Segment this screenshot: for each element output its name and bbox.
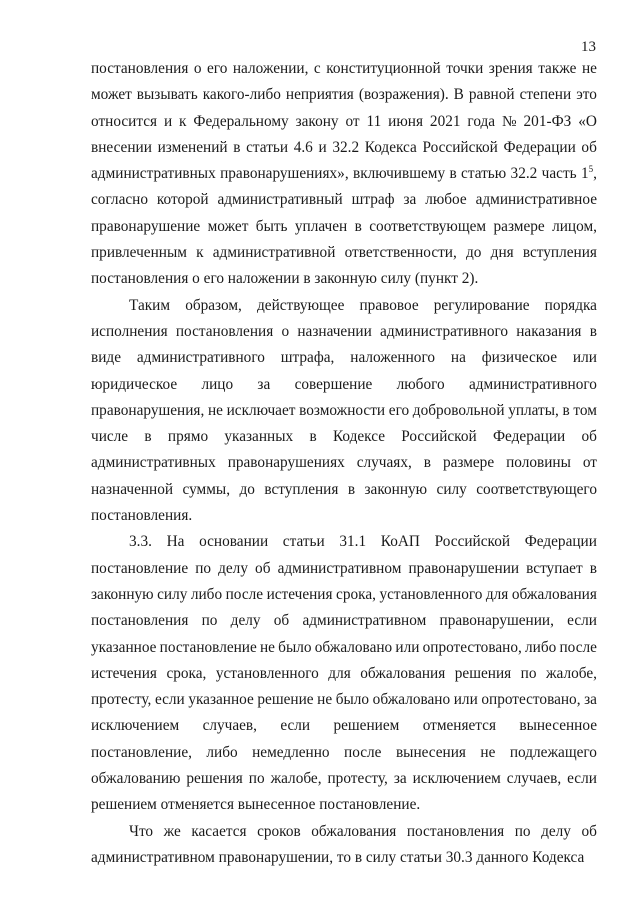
text-line: постановления о его наложении в законную силу (пункт 2). (91, 270, 479, 288)
superscript-punctuation: , (593, 165, 597, 183)
text-line: постановления. (91, 507, 193, 525)
text-line: согласно которой административный штраф за любое административное (91, 191, 597, 209)
paragraph (91, 56, 597, 293)
page-number: 13 (581, 39, 596, 55)
text-line: решением отменяется вынесенное постановление. (91, 796, 421, 814)
paragraph (91, 293, 597, 530)
document-body (91, 56, 597, 871)
text-line: числе в прямо указанных в Кодексе Российской Федерации об (91, 428, 597, 446)
text-line: может вызывать какого-либо неприятия (возражения). В равной степени это (91, 86, 597, 104)
footnote-superscript: 5 (588, 164, 594, 175)
text-line: постановления о его наложении, с конституционной точки зрения также не (91, 60, 597, 77)
text-line: привлеченным к административной ответственности, до дня вступления (91, 244, 597, 262)
text-line: указанное постановление не было обжаловано или опротестовано, либо после (91, 638, 597, 656)
paragraph (91, 819, 597, 872)
text-line: административном правонарушении, то в силу статьи 30.3 данного Кодекса (91, 848, 585, 866)
text-line: юридическое лицо за совершение любого административного (91, 375, 597, 393)
text-line: истечения срока, установленного для обжалования решения по жалобе, (91, 664, 597, 682)
text-line: Таким образом, действующее правовое регулирование порядка (129, 296, 597, 314)
text-line: протесту, если указанное решение не было обжаловано или опротестовано, за (91, 691, 597, 709)
text-line: правонарушение может быть уплачен в соответствующем размере лицом, (91, 217, 597, 235)
paragraph (91, 529, 597, 818)
text-line: исполнения постановления о назначении административного наказания в (91, 322, 597, 340)
text-line: обжалованию решения по жалобе, протесту, за исключением случаев, если (91, 770, 597, 788)
text-line: законную силу либо после истечения срока, установленного для обжалования (91, 585, 597, 603)
text-line: 3.3. На основании статьи 31.1 КоАП Российской Федерации (129, 533, 597, 551)
text-line: назначенной суммы, до вступления в законную силу соответствующего (91, 480, 597, 498)
text-line: относится и к Федеральному закону от 11 июня 2021 года № 201-ФЗ «О (91, 112, 597, 130)
text-line: постановление, либо немедленно после вынесения не подлежащего (91, 743, 597, 761)
text-line: исключением случаев, если решением отменяется вынесенное (91, 717, 597, 735)
text-line: внесении изменений в статьи 4.6 и 32.2 Кодекса Российской Федерации об (91, 138, 597, 156)
text-line: административных правонарушениях случаях, в размере половины от (91, 454, 597, 472)
text-line: Что же касается сроков обжалования постановления по делу об (129, 822, 597, 840)
text-line: виде административного штрафа, наложенного на физическое или (91, 349, 597, 367)
text-line: административных правонарушениях», включившему в статью 32.2 часть $1^5$, (91, 164, 597, 183)
text-line: постановления по делу об административном правонарушении, если (91, 612, 597, 630)
text-line: постановление по делу об административном правонарушении вступает в (91, 559, 597, 577)
text-line: правонарушения, не исключает возможности его добровольной уплаты, в том (91, 401, 597, 419)
